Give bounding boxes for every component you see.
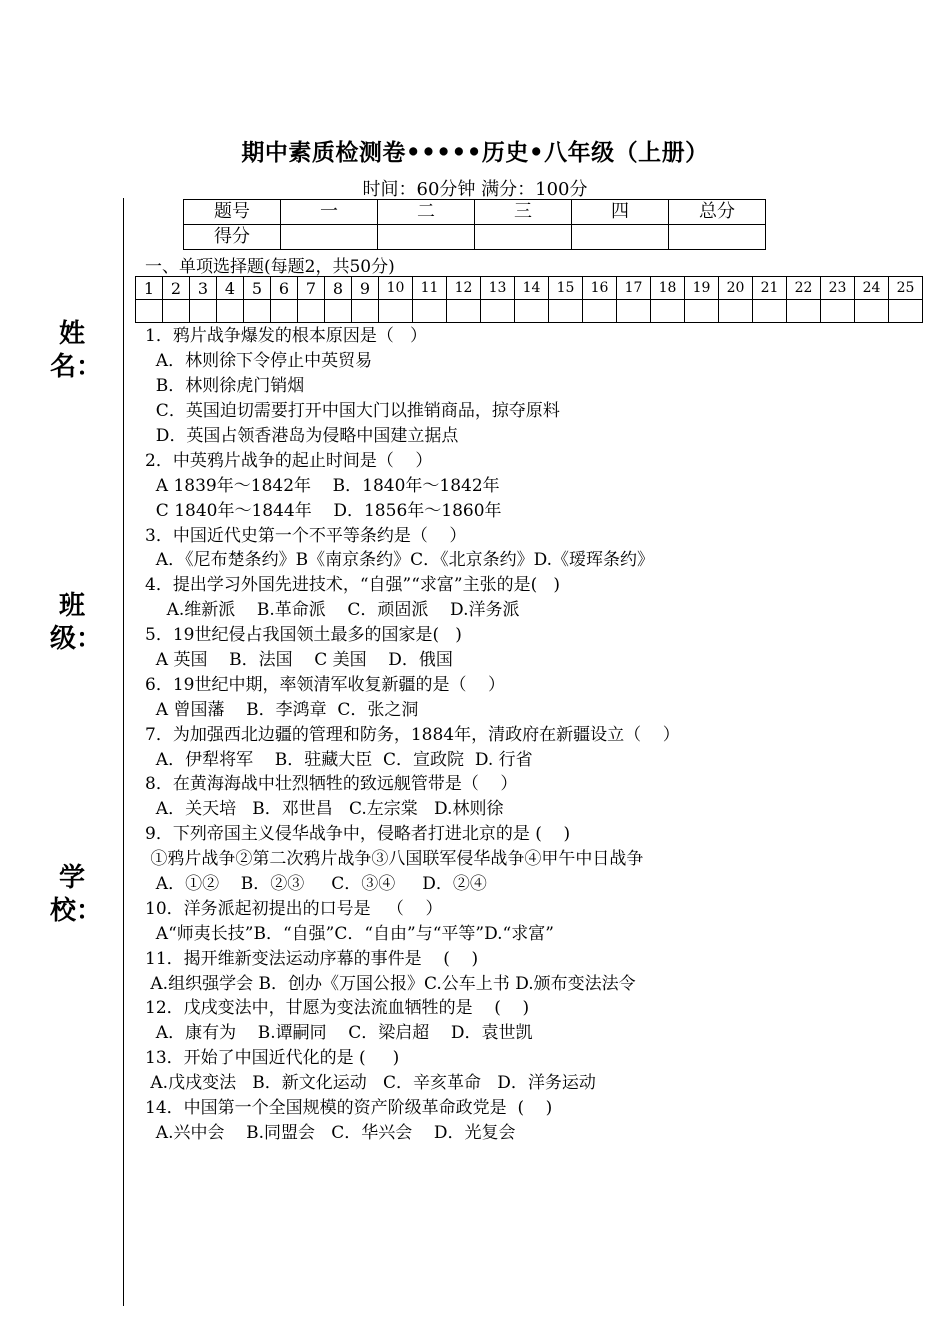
question-options: C 1840年～1844年 D．1856年～1860年 (145, 501, 502, 521)
score-header-cell: 一 (281, 200, 378, 225)
score-header-cell: 三 (475, 200, 572, 225)
answer-number-cell: 3 (190, 277, 217, 300)
question-options: A．林则徐下令停止中英贸易 (145, 351, 373, 371)
answer-number-cell: 21 (753, 277, 787, 300)
question-options: A．《尼布楚条约》B《南京条约》C．《北京条约》D.《瑷珲条约》 (145, 550, 655, 570)
answer-input-cell[interactable] (787, 300, 821, 323)
score-cell[interactable] (669, 225, 766, 250)
score-cell[interactable] (281, 225, 378, 250)
answer-grid-number-row (136, 277, 923, 300)
answer-input-cell[interactable] (413, 300, 447, 323)
answer-number-cell: 7 (298, 277, 325, 300)
question-options: A“师夷长技”B．“自强”C．“自由”与“平等”D.“求富” (145, 924, 554, 944)
class-label: 班级： (50, 591, 103, 654)
answer-input-cell[interactable] (271, 300, 298, 323)
question-options: A.组织强学会 B．创办《万国公报》C.公车上书 D.颁布变法法令 (145, 974, 636, 994)
page-title: 期中素质检测卷•••••历史•八年级（上册） (241, 139, 709, 166)
question-options: A 1839年～1842年 B．1840年～1842年 (145, 476, 500, 496)
answer-number-cell: 24 (855, 277, 889, 300)
answer-number-cell: 14 (515, 277, 549, 300)
question-options: A．关天培 B．邓世昌 C.左宗棠 D.林则徐 (145, 799, 504, 819)
answer-number-cell: 19 (685, 277, 719, 300)
score-header-cell: 二 (378, 200, 475, 225)
answer-number-cell: 5 (244, 277, 271, 300)
score-header-cell: 题号 (184, 200, 281, 225)
answer-number-cell: 12 (447, 277, 481, 300)
answer-input-cell[interactable] (549, 300, 583, 323)
score-header-cell: 四 (572, 200, 669, 225)
answer-number-cell: 2 (163, 277, 190, 300)
answer-number-cell: 16 (583, 277, 617, 300)
answer-number-cell: 6 (271, 277, 298, 300)
question-stem: 13．开始了中国近代化的是 ( ) (145, 1048, 400, 1068)
score-table-header-row (184, 200, 766, 225)
question-stem: 12．戊戌变法中，甘愿为变法流血牺牲的是 ( ) (145, 998, 530, 1018)
answer-input-cell[interactable] (163, 300, 190, 323)
answer-input-cell[interactable] (515, 300, 549, 323)
answer-number-cell: 10 (379, 277, 413, 300)
question-stem: 2．中英鸦片战争的起止时间是（ ） (145, 451, 433, 471)
answer-input-cell[interactable] (352, 300, 379, 323)
question-stem: 1．鸦片战争爆发的根本原因是（ ） (145, 326, 428, 346)
question-options: A 英国 B．法国 C 美国 D．俄国 (145, 650, 453, 670)
answer-number-cell: 25 (889, 277, 923, 300)
answer-input-cell[interactable] (753, 300, 787, 323)
question-options: ①鸦片战争②第二次鸦片战争③八国联军侵华战争④甲午中日战争 (145, 849, 644, 869)
answer-number-cell: 13 (481, 277, 515, 300)
question-options: A.维新派 B.革命派 C．顽固派 D.洋务派 (145, 600, 520, 620)
answer-input-cell[interactable] (379, 300, 413, 323)
answer-number-cell: 9 (352, 277, 379, 300)
answer-number-cell: 15 (549, 277, 583, 300)
answer-input-cell[interactable] (190, 300, 217, 323)
school-label: 学校： (50, 863, 103, 926)
answer-number-cell: 18 (651, 277, 685, 300)
question-stem: 6．19世纪中期，率领清军收复新疆的是（ ） (145, 675, 506, 695)
answer-input-cell[interactable] (325, 300, 352, 323)
answer-grid-answer-row (136, 300, 923, 323)
score-cell[interactable] (378, 225, 475, 250)
score-header-cell: 总分 (669, 200, 766, 225)
question-stem: 9．下列帝国主义侵华战争中，侵略者打进北京的是 ( ) (145, 824, 571, 844)
question-stem: 8．在黄海海战中壮烈牺牲的致远舰管带是（ ） (145, 774, 518, 794)
question-options: A 曾国藩 B．李鸿章 C．张之洞 (145, 700, 419, 720)
question-options: A.兴中会 B.同盟会 C．华兴会 D．光复会 (145, 1123, 516, 1143)
score-row-label: 得分 (184, 225, 281, 250)
answer-input-cell[interactable] (481, 300, 515, 323)
question-stem: 4．提出学习外国先进技术，“自强”“求富”主张的是( ) (145, 575, 561, 595)
answer-input-cell[interactable] (447, 300, 481, 323)
answer-input-cell[interactable] (821, 300, 855, 323)
question-options: D．英国占领香港岛为侵略中国建立据点 (145, 426, 459, 446)
answer-input-cell[interactable] (651, 300, 685, 323)
answer-input-cell[interactable] (719, 300, 753, 323)
answer-number-cell: 1 (136, 277, 163, 300)
question-options: A．康有为 B.谭嗣同 C．梁启超 D．袁世凯 (145, 1023, 533, 1043)
answer-input-cell[interactable] (685, 300, 719, 323)
answer-number-cell: 23 (821, 277, 855, 300)
question-stem: 7．为加强西北边疆的管理和防务，1884年，清政府在新疆设立（ ） (145, 725, 680, 745)
answer-input-cell[interactable] (217, 300, 244, 323)
answer-input-cell[interactable] (617, 300, 651, 323)
question-options: C．英国迫切需要打开中国大门以推销商品，掠夺原料 (145, 401, 560, 421)
answer-number-cell: 4 (217, 277, 244, 300)
answer-input-cell[interactable] (583, 300, 617, 323)
question-stem: 10．洋务派起初提出的口号是 （ ） (145, 899, 443, 919)
answer-number-cell: 8 (325, 277, 352, 300)
question-stem: 5．19世纪侵占我国领土最多的国家是( ) (145, 625, 462, 645)
question-options: B．林则徐虎门销烟 (145, 376, 305, 396)
question-stem: 3．中国近代史第一个不平等条约是（ ） (145, 526, 467, 546)
answer-input-cell[interactable] (298, 300, 325, 323)
answer-number-cell: 20 (719, 277, 753, 300)
answer-input-cell[interactable] (889, 300, 923, 323)
question-options: A．伊犁将军 B．驻藏大臣 C．宣政院 D. 行省 (145, 750, 533, 770)
score-cell[interactable] (572, 225, 669, 250)
answer-input-cell[interactable] (244, 300, 271, 323)
name-label: 姓名： (50, 319, 103, 382)
question-options: A．①② B．②③ C．③④ D．②④ (145, 874, 487, 894)
answer-number-cell: 11 (413, 277, 447, 300)
answer-input-cell[interactable] (136, 300, 163, 323)
exam-time-and-score: 时间：60分钟 满分：100分 (362, 179, 588, 200)
question-options: A.戊戌变法 B．新文化运动 C．辛亥革命 D．洋务运动 (145, 1073, 596, 1093)
score-table (183, 199, 766, 250)
answer-input-cell[interactable] (855, 300, 889, 323)
question-stem: 11．揭开维新变法运动序幕的事件是 ( ) (145, 949, 479, 969)
section-heading: 一、单项选择题(每题2，共50分) (145, 257, 395, 277)
answer-number-cell: 22 (787, 277, 821, 300)
score-cell[interactable] (475, 225, 572, 250)
score-table-score-row (184, 225, 766, 250)
answer-number-cell: 17 (617, 277, 651, 300)
answer-grid (135, 276, 923, 323)
question-stem: 14．中国第一个全国规模的资产阶级革命政党是 ( ) (145, 1098, 553, 1118)
binding-line (123, 198, 124, 1306)
